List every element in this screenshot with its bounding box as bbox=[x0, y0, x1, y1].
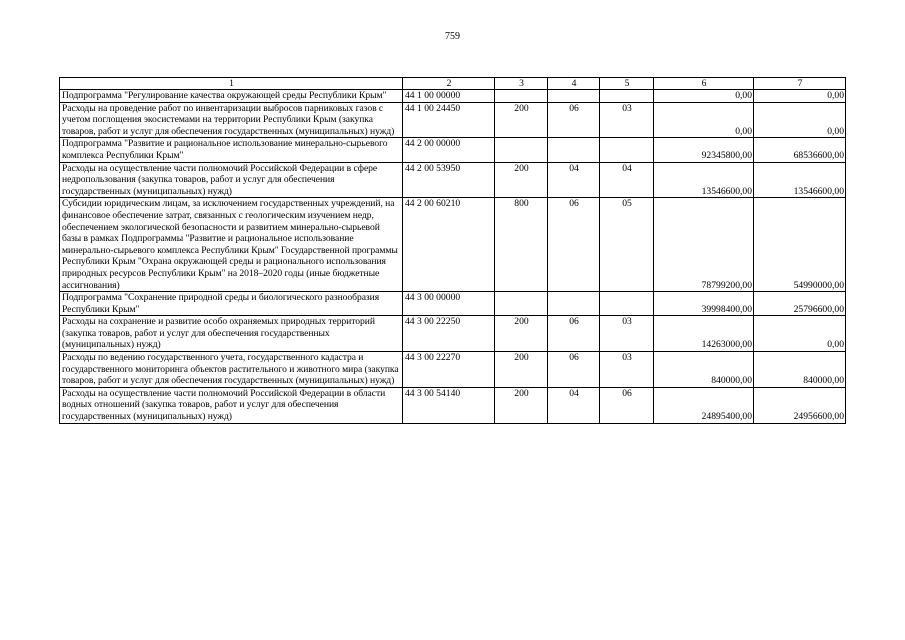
column-header: 3 bbox=[495, 78, 548, 90]
row-subsection-cell: 04 bbox=[600, 162, 654, 198]
table-row bbox=[60, 90, 846, 103]
row-section-cell: 06 bbox=[548, 102, 600, 138]
row-type-cell bbox=[495, 292, 548, 316]
row-amount-2019-cell: 0,00 bbox=[654, 90, 754, 103]
row-name-cell: Расходы по ведению государственного учета, государственного кадастра и государственного мониторинга объектов растительного и животного мира (закупка товаров, работ и услуг для обеспечения государственных (муниципальных) нужд) bbox=[60, 352, 403, 388]
table-row bbox=[60, 387, 846, 423]
row-amount-2019-cell: 78799200,00 bbox=[654, 198, 754, 292]
row-subsection-cell: 03 bbox=[600, 102, 654, 138]
row-amount-2020-cell: 54990000,00 bbox=[754, 198, 846, 292]
row-amount-2020-cell: 0,00 bbox=[754, 102, 846, 138]
row-name-cell: Субсидии юридическим лицам, за исключением государственных учреждений, на финансовое обеспечение затрат, связанных с геологическим изучением недр, обеспечением экологической безопасности и развитием минерально-сырьевой базы в рамках Подпрограммы "Развитие и рациональное использование минерально-сырьевого комплекса Республики Крым" Государственной программы Республики Крым "Охрана окружающей среды и рационального использования природных ресурсов Республики Крым" на 2018–2020 годы (иные бюджетные ассигнования) bbox=[60, 198, 403, 292]
row-type-cell: 200 bbox=[495, 387, 548, 423]
row-type-cell bbox=[495, 90, 548, 103]
row-subsection-cell bbox=[600, 292, 654, 316]
row-section-cell: 04 bbox=[548, 162, 600, 198]
row-code-cell: 44 2 00 53950 bbox=[403, 162, 495, 198]
row-type-cell bbox=[495, 138, 548, 162]
row-amount-2019-cell: 39998400,00 bbox=[654, 292, 754, 316]
row-subsection-cell: 06 bbox=[600, 387, 654, 423]
row-subsection-cell: 03 bbox=[600, 352, 654, 388]
row-type-cell: 200 bbox=[495, 316, 548, 352]
table-row bbox=[60, 292, 846, 316]
row-amount-2019-cell: 92345800,00 bbox=[654, 138, 754, 162]
row-code-cell: 44 3 00 54140 bbox=[403, 387, 495, 423]
row-name-cell: Подпрограмма "Регулирование качества окружающей среды Республики Крым" bbox=[60, 90, 403, 103]
row-name-cell: Расходы на проведение работ по инвентаризации выбросов парниковых газов с учетом поглощения экосистемами на территории Республики Крым (закупка товаров, работ и услуг для обеспечения государственных (муниципальных) нужд) bbox=[60, 102, 403, 138]
row-amount-2020-cell: 68536600,00 bbox=[754, 138, 846, 162]
row-name-cell: Подпрограмма "Сохранение природной среды и биологического разнообразия Республики Крым" bbox=[60, 292, 403, 316]
row-code-cell: 44 3 00 22270 bbox=[403, 352, 495, 388]
row-section-cell bbox=[548, 138, 600, 162]
row-amount-2019-cell: 0,00 bbox=[654, 102, 754, 138]
row-amount-2019-cell: 13546600,00 bbox=[654, 162, 754, 198]
row-type-cell: 200 bbox=[495, 162, 548, 198]
budget-table bbox=[59, 77, 846, 424]
row-code-cell: 44 1 00 00000 bbox=[403, 90, 495, 103]
row-code-cell: 44 2 00 60210 bbox=[403, 198, 495, 292]
row-name-cell: Расходы на осуществление части полномочий Российской Федерации в области водных отношений (закупка товаров, работ и услуг для обеспечения государственных (муниципальных) нужд) bbox=[60, 387, 403, 423]
page-number: 759 bbox=[445, 31, 460, 42]
row-subsection-cell: 03 bbox=[600, 316, 654, 352]
row-subsection-cell bbox=[600, 138, 654, 162]
column-header: 7 bbox=[754, 78, 846, 90]
table-row bbox=[60, 102, 846, 138]
table-row bbox=[60, 162, 846, 198]
row-type-cell: 200 bbox=[495, 102, 548, 138]
row-section-cell: 06 bbox=[548, 352, 600, 388]
row-section-cell bbox=[548, 90, 600, 103]
row-section-cell bbox=[548, 292, 600, 316]
row-name-cell: Подпрограмма "Развитие и рациональное использование минерально-сырьевого комплекса Республики Крым" bbox=[60, 138, 403, 162]
row-subsection-cell bbox=[600, 90, 654, 103]
row-code-cell: 44 2 00 00000 bbox=[403, 138, 495, 162]
row-section-cell: 04 bbox=[548, 387, 600, 423]
row-amount-2020-cell: 0,00 bbox=[754, 90, 846, 103]
table-header-row bbox=[60, 78, 846, 90]
row-name-cell: Расходы на сохранение и развитие особо охраняемых природных территорий (закупка товаров, работ и услуг для обеспечения государственных (муниципальных) нужд) bbox=[60, 316, 403, 352]
row-amount-2019-cell: 14263000,00 bbox=[654, 316, 754, 352]
table-row bbox=[60, 198, 846, 292]
row-amount-2020-cell: 840000,00 bbox=[754, 352, 846, 388]
row-section-cell: 06 bbox=[548, 198, 600, 292]
row-subsection-cell: 05 bbox=[600, 198, 654, 292]
table-row bbox=[60, 316, 846, 352]
table-row bbox=[60, 352, 846, 388]
row-code-cell: 44 3 00 00000 bbox=[403, 292, 495, 316]
row-amount-2019-cell: 840000,00 bbox=[654, 352, 754, 388]
row-section-cell: 06 bbox=[548, 316, 600, 352]
column-header: 4 bbox=[548, 78, 600, 90]
row-type-cell: 200 bbox=[495, 352, 548, 388]
row-amount-2020-cell: 25796600,00 bbox=[754, 292, 846, 316]
table-row bbox=[60, 138, 846, 162]
row-code-cell: 44 1 00 24450 bbox=[403, 102, 495, 138]
row-amount-2020-cell: 24956600,00 bbox=[754, 387, 846, 423]
column-header: 2 bbox=[403, 78, 495, 90]
row-type-cell: 800 bbox=[495, 198, 548, 292]
row-amount-2020-cell: 0,00 bbox=[754, 316, 846, 352]
row-amount-2019-cell: 24895400,00 bbox=[654, 387, 754, 423]
row-name-cell: Расходы на осуществление части полномочий Российской Федерации в сфере недропользования (закупка товаров, работ и услуг для обеспечения государственных (муниципальных) нужд) bbox=[60, 162, 403, 198]
row-amount-2020-cell: 13546600,00 bbox=[754, 162, 846, 198]
column-header: 1 bbox=[60, 78, 403, 90]
row-code-cell: 44 3 00 22250 bbox=[403, 316, 495, 352]
column-header: 6 bbox=[654, 78, 754, 90]
column-header: 5 bbox=[600, 78, 654, 90]
